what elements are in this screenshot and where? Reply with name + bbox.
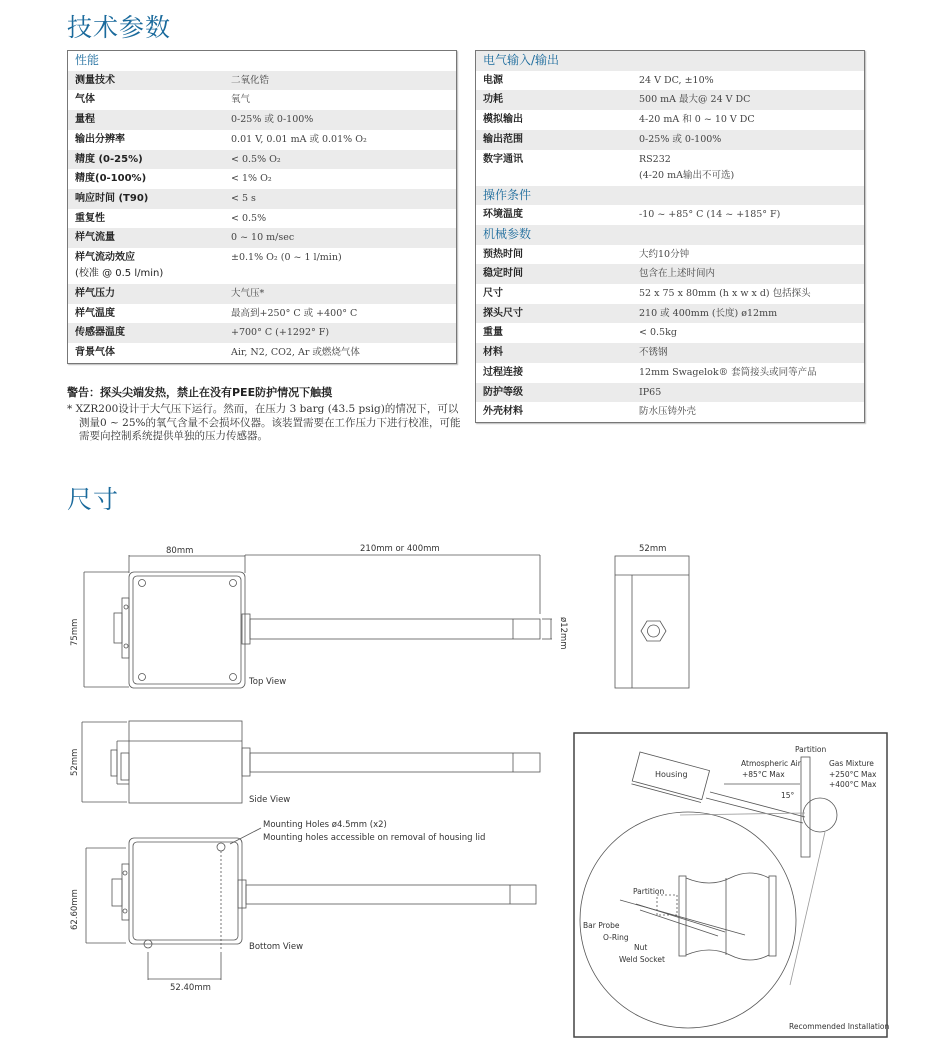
spec-value: 包含在上述时间内 <box>639 268 716 280</box>
svg-text:Bottom View: Bottom View <box>249 942 304 952</box>
spec-label: 精度 (0-25%) <box>75 153 143 165</box>
spec-label: 尺寸 <box>483 288 503 300</box>
spec-label: 模拟输出 <box>483 114 523 126</box>
spec-row <box>476 110 864 130</box>
spec-label: 精度(0-100%) <box>75 173 147 185</box>
spec-value: 防水压铸外壳 <box>639 406 697 418</box>
spec-value: < 0.5kg <box>639 327 677 339</box>
svg-text:Atmospheric Air: Atmospheric Air <box>741 759 801 768</box>
spec-label: 重复性 <box>75 212 105 224</box>
mechanical-title: 机械参数 <box>476 225 864 245</box>
spec-value: 52 x 75 x 80mm (h x w x d) 包括探头 <box>639 288 811 300</box>
spec-label: 样气压力 <box>75 288 115 300</box>
spec-value: < 5 s <box>231 192 256 204</box>
warning-title: 警告：探头尖端发热，禁止在没有PEE防护情况下触摸 <box>67 386 333 399</box>
installation-diagram <box>574 733 890 1037</box>
spec-label: 测量技术 <box>75 74 115 86</box>
spec-row <box>476 130 864 150</box>
spec-row: 样气流动效应 (校准 @ 0.5 l/min) ±0.1% O₂ (0 ~ 1 l/min) <box>68 248 456 284</box>
operating-title: 操作条件 <box>476 186 864 206</box>
spec-label: 功耗 <box>483 94 503 106</box>
spec-label: 样气流量 <box>75 232 115 244</box>
svg-text:52mm: 52mm <box>639 544 667 554</box>
electrical-table <box>475 50 865 423</box>
svg-text:52.40mm: 52.40mm <box>170 983 211 993</box>
spec-row <box>68 343 456 363</box>
spec-value: 0-25% 或 0-100% <box>231 114 314 126</box>
spec-row <box>476 90 864 110</box>
spec-label: 气体 <box>75 94 95 106</box>
spec-label: 传感器温度 <box>75 327 125 339</box>
spec-row <box>476 383 864 403</box>
spec-row <box>476 284 864 304</box>
spec-row <box>68 189 456 209</box>
spec-row <box>68 150 456 170</box>
svg-text:15°: 15° <box>781 791 795 800</box>
svg-text:+400°C Max: +400°C Max <box>829 780 877 789</box>
spec-value: IP65 <box>639 386 662 398</box>
spec-label: 探头尺寸 <box>483 307 523 319</box>
svg-text:ø12mm: ø12mm <box>558 617 568 650</box>
spec-row <box>476 402 864 422</box>
spec-row <box>476 343 864 363</box>
spec-label: 重量 <box>483 327 503 339</box>
spec-value: 210 或 400mm (长度) ø12mm <box>639 307 778 319</box>
spec-value: -10 ~ +85° C (14 ~ +185° F) <box>639 209 781 221</box>
svg-text:Nut: Nut <box>634 943 648 952</box>
performance-table <box>67 50 457 364</box>
spec-value: Air, N2, CO2, Ar 或燃烧气体 <box>231 347 360 359</box>
spec-label: 预热时间 <box>483 248 523 260</box>
side-view <box>82 721 540 803</box>
warning-note: * XZR200设计于大气压下运行。然而，在压力 3 barg (43.5 psig)的情况下，可以测量0 ~ 25%的氧气含量不会损坏仪器。该装置需要在工作压力下进行校准，可能需要向控制系统提供单独的压力传感器。 <box>67 403 461 442</box>
svg-text:+85°C Max: +85°C Max <box>742 770 785 779</box>
svg-text:210mm or 400mm: 210mm or 400mm <box>360 544 440 554</box>
svg-text:Weld Socket: Weld Socket <box>619 955 665 964</box>
spec-label: 量程 <box>75 114 95 126</box>
spec-label: 输出范围 <box>483 133 523 145</box>
electrical-title: 电气输入/输出 <box>476 51 864 71</box>
spec-label: 外壳材料 <box>483 406 523 418</box>
spec-label: 背景气体 <box>75 347 115 359</box>
spec-row <box>476 71 864 91</box>
spec-value: 0 ~ 10 m/sec <box>231 232 295 244</box>
spec-value: +700° C (+1292° F) <box>231 327 330 339</box>
spec-row <box>68 323 456 343</box>
spec-row <box>68 90 456 110</box>
spec-row <box>476 304 864 324</box>
spec-row <box>68 130 456 150</box>
spec-value: 4-20 mA 和 0 ~ 10 V DC <box>639 114 755 126</box>
spec-row <box>68 284 456 304</box>
spec-row <box>68 169 456 189</box>
spec-value: 二氧化锆 <box>231 74 270 86</box>
spec-value: < 0.5% O₂ <box>231 153 281 165</box>
spec-row <box>68 228 456 248</box>
spec-row <box>68 209 456 229</box>
spec-label: 样气温度 <box>75 307 115 319</box>
spec-row <box>68 71 456 91</box>
spec-row <box>476 323 864 343</box>
spec-value: < 1% O₂ <box>231 173 272 185</box>
spec-label: 响应时间 (T90) <box>75 192 149 204</box>
spec-value: 不锈钢 <box>639 347 668 359</box>
dims-heading: 尺寸 <box>67 485 120 514</box>
spec-value: 0-25% 或 0-100% <box>639 133 722 145</box>
spec-value: 大气压* <box>231 288 265 300</box>
performance-title: 性能 <box>75 53 100 67</box>
spec-label: 稳定时间 <box>483 268 523 280</box>
svg-text:62.60mm: 62.60mm <box>70 889 80 930</box>
spec-value: ±0.1% O₂ (0 ~ 1 l/min) <box>231 252 342 264</box>
svg-text:Top View: Top View <box>249 677 287 687</box>
svg-text:Side View: Side View <box>249 795 291 805</box>
svg-text:Partition: Partition <box>795 745 827 754</box>
spec-row <box>476 264 864 284</box>
spec-label: 过程连接 <box>483 366 523 378</box>
end-view <box>615 556 689 688</box>
svg-text:Partition: Partition <box>633 887 665 896</box>
svg-text:O-Ring: O-Ring <box>603 933 629 942</box>
spec-value: < 0.5% <box>231 212 267 224</box>
spec-label: 数字通讯 <box>483 153 523 165</box>
spec-row <box>476 245 864 265</box>
svg-text:Housing: Housing <box>655 770 688 779</box>
svg-text:+250°C Max: +250°C Max <box>829 770 877 779</box>
svg-text:Bar Probe: Bar Probe <box>583 921 620 930</box>
svg-text:52mm: 52mm <box>70 748 80 776</box>
warning-block <box>67 384 467 444</box>
svg-text:Mounting holes accessible on r: Mounting holes accessible on removal of housing lid <box>263 833 486 843</box>
svg-text:80mm: 80mm <box>166 546 194 556</box>
spec-value: 500 mA 最大@ 24 V DC <box>639 94 751 106</box>
spec-value: 大约10分钟 <box>639 248 690 260</box>
spec-row <box>476 363 864 383</box>
spec-row: 数字通讯 RS232 (4-20 mA输出不可选) <box>476 150 864 186</box>
spec-value: 24 V DC, ±10% <box>639 74 714 86</box>
spec-row <box>68 304 456 324</box>
specs-heading: 技术参数 <box>67 13 172 42</box>
spec-value: 12mm Swagelok® 套筒接头或同等产品 <box>639 366 817 378</box>
spec-row <box>476 205 864 225</box>
spec-label: 输出分辨率 <box>75 133 125 145</box>
svg-text:75mm: 75mm <box>70 618 80 646</box>
svg-text:Recommended Installation: Recommended Installation <box>789 1022 890 1031</box>
spec-value: 最高到+250° C 或 +400° C <box>231 307 358 319</box>
spec-label: 环境温度 <box>483 209 523 221</box>
svg-text:Gas Mixture: Gas Mixture <box>829 759 874 768</box>
spec-value: 氧气 <box>231 94 251 106</box>
spec-label: 材料 <box>483 347 503 359</box>
bottom-view <box>86 828 536 980</box>
spec-label: 防护等级 <box>483 386 523 398</box>
top-view <box>84 555 552 688</box>
spec-label: 电源 <box>483 74 503 86</box>
svg-text:Mounting Holes ø4.5mm (x2): Mounting Holes ø4.5mm (x2) <box>263 820 387 830</box>
spec-row <box>68 110 456 130</box>
spec-value: 0.01 V, 0.01 mA 或 0.01% O₂ <box>231 133 367 145</box>
